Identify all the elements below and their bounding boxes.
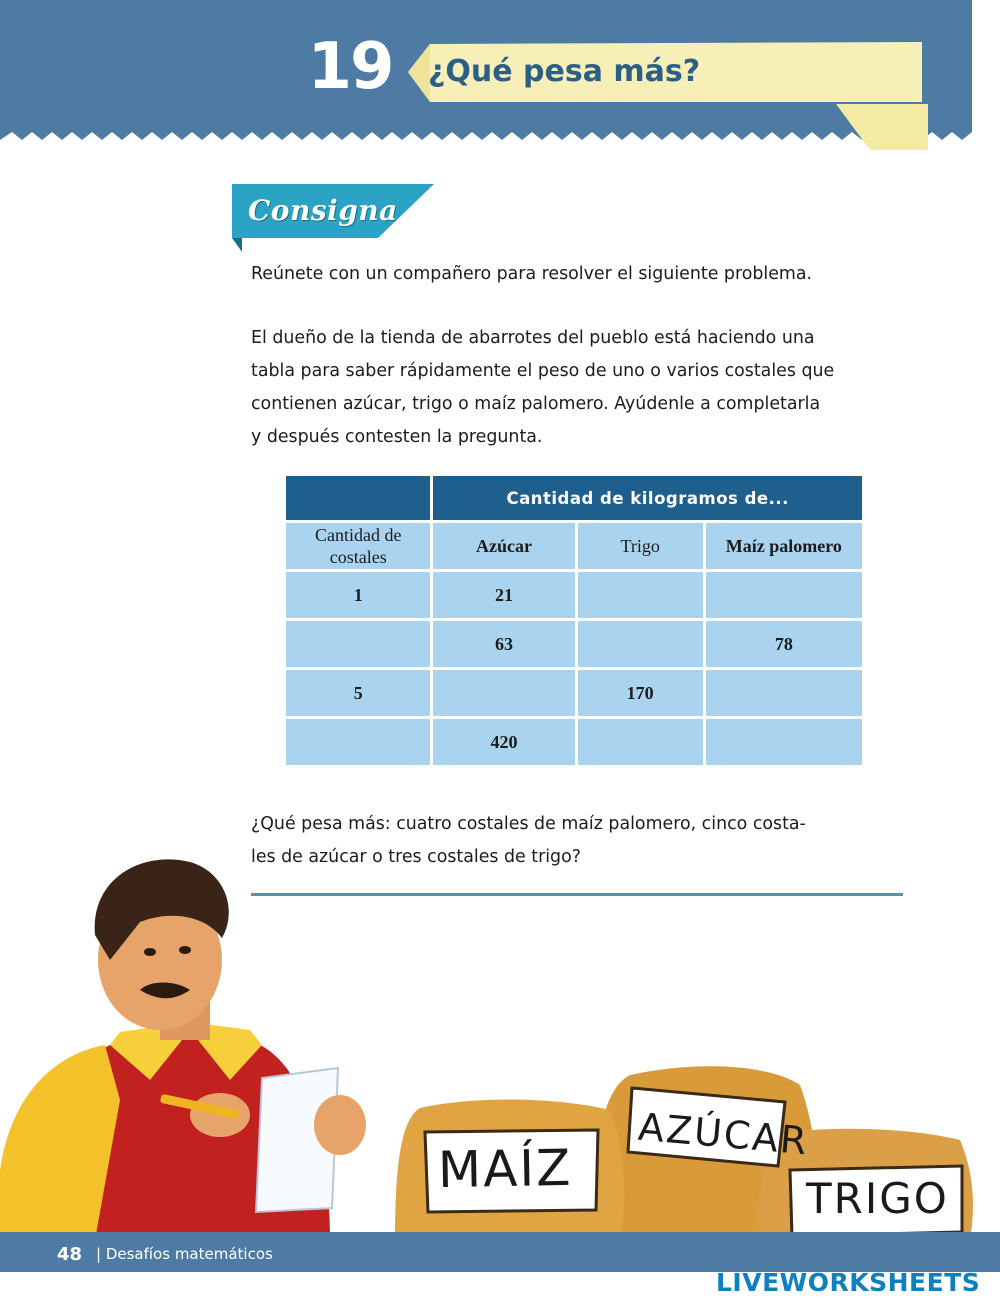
question-line: ¿Qué pesa más: cuatro costales de maíz palomero, cinco costa- xyxy=(251,814,806,834)
book-title: | Desafíos matemáticos xyxy=(96,1245,273,1263)
answer-cell[interactable] xyxy=(578,719,703,765)
table-row xyxy=(286,572,862,618)
table-row xyxy=(286,719,862,765)
sack-label-trigo: TRIGO xyxy=(806,1174,949,1223)
answer-cell[interactable] xyxy=(578,621,703,667)
table-cell: 420 xyxy=(433,719,574,765)
table-row xyxy=(286,621,862,667)
column-header-trigo: Trigo xyxy=(578,523,703,569)
table-cell: 1 xyxy=(286,572,430,618)
row-header-line: Cantidad de xyxy=(314,525,402,545)
page-number: 48 xyxy=(57,1244,83,1265)
answer-cell[interactable] xyxy=(286,719,430,765)
table-row xyxy=(286,670,862,716)
problem-line: El dueño de la tienda de abarrotes del pueblo está haciendo una xyxy=(251,328,815,348)
table-cell: 170 xyxy=(578,670,703,716)
instruction-text: Reúnete con un compañero para resolver el siguiente problema. xyxy=(251,264,813,284)
consigna-label: Consigna xyxy=(248,194,398,227)
problem-line: tabla para saber rápidamente el peso de uno o varios costales que xyxy=(251,361,835,381)
row-header-label xyxy=(286,523,430,569)
lesson-number: 19 xyxy=(307,30,393,104)
row-header-line: costales xyxy=(329,547,387,567)
column-header-azucar: Azúcar xyxy=(433,523,574,569)
table-corner xyxy=(286,476,430,520)
table-cell: 63 xyxy=(433,621,574,667)
table-cell: 5 xyxy=(286,670,430,716)
table-cell: 78 xyxy=(706,621,862,667)
table-cell: 21 xyxy=(433,572,574,618)
answer-cell[interactable] xyxy=(578,572,703,618)
answer-cell[interactable] xyxy=(433,670,574,716)
answer-cell[interactable] xyxy=(706,719,862,765)
problem-text xyxy=(251,322,911,454)
page-title: ¿Qué pesa más? xyxy=(428,54,701,89)
sack-label-maiz: MAÍZ xyxy=(437,1138,573,1200)
sack-label-azucar: AZÚCAR xyxy=(636,1104,811,1164)
watermark-logo[interactable]: LIVEWORKSHEETS xyxy=(716,1268,981,1297)
answer-cell[interactable] xyxy=(706,572,862,618)
problem-line: y después contesten la pregunta. xyxy=(251,427,543,447)
answer-cell[interactable] xyxy=(706,670,862,716)
weights-table xyxy=(283,473,865,768)
problem-line: contienen azúcar, trigo o maíz palomero. Ayúdenle a completarla xyxy=(251,394,821,414)
answer-cell[interactable] xyxy=(286,621,430,667)
table-group-header: Cantidad de kilogramos de... xyxy=(433,476,862,520)
column-header-maiz: Maíz palomero xyxy=(706,523,862,569)
question-line: les de azúcar o tres costales de trigo? xyxy=(251,847,581,867)
